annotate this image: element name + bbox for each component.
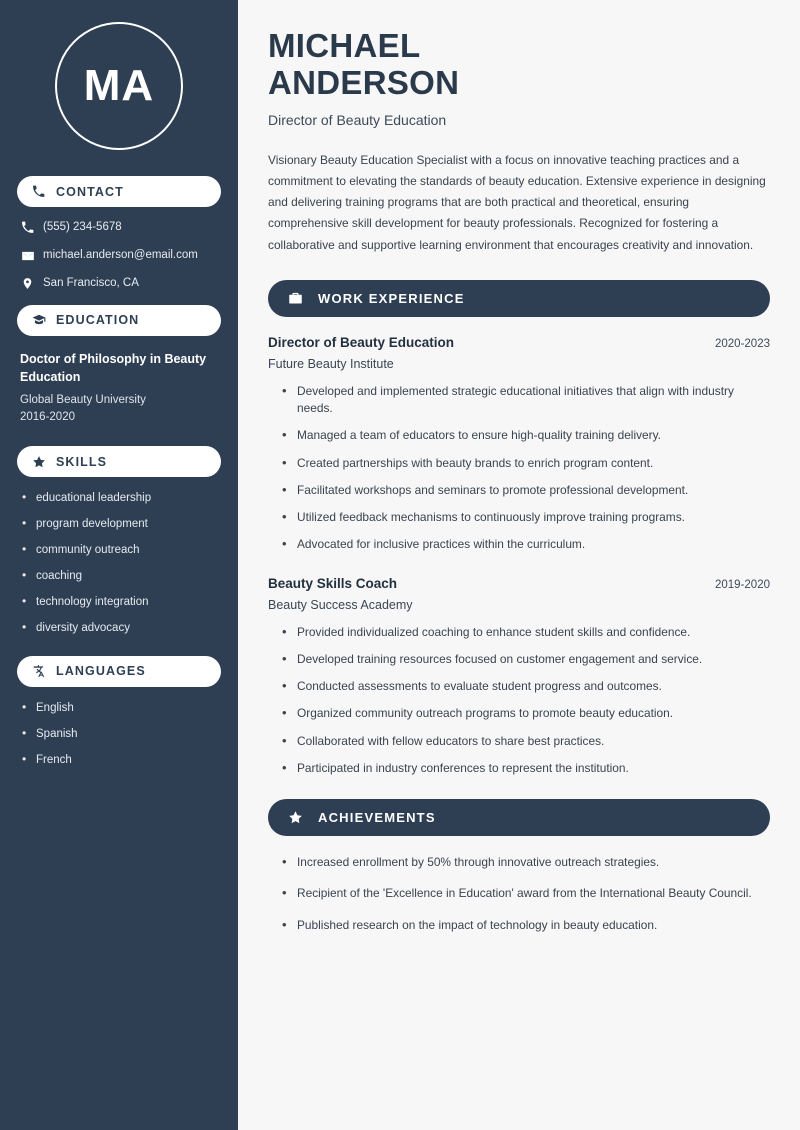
languages-list [18,701,220,768]
languages-section-header [17,656,221,687]
contact-email[interactable] [18,249,220,263]
list-item: • Developed training resources focused on customer engagement and service. [282,651,770,668]
education-degree: Doctor of Philosophy in Beauty Education [20,351,207,384]
first-name: MICHAEL [268,27,421,64]
list-item: • coaching [22,569,220,584]
profile-summary: Visionary Beauty Education Specialist with a focus on innovative teaching practices and a commitment to elevating the standards of beauty education. Extensive experience in designing and delivering training programs that are both practical and theoretical, ensuring comprehensive skill development for beauty professionals. Recognized for fostering a collaborative and supportive learning environment that encourages creativity and innovation. [268,152,766,252]
list-item: • Provided individualized coaching to enhance student skills and confidence. [282,624,770,641]
envelope-icon [21,249,43,263]
education-section-header [17,305,221,336]
main-content [238,0,800,1130]
languages-heading-label: LANGUAGES [56,664,146,679]
list-item: • Spanish [22,727,220,742]
professional-title: Director of Beauty Education [268,111,447,128]
sidebar [0,0,238,1130]
job-company: Future Beauty Institute [268,356,394,371]
last-name: ANDERSON [268,63,460,101]
job-entry [268,576,770,778]
list-item: • community outreach [22,543,220,558]
work-experience-heading-label: WORK EXPERIENCE [318,290,465,306]
job-header [268,576,770,591]
education-school: Global Beauty University [20,393,146,406]
page-title [268,28,770,102]
list-item: • Participated in industry conferences to represent the institution. [282,760,770,777]
contact-list [0,221,238,291]
list-item: • Advocated for inclusive practices within the curriculum. [282,536,770,553]
contact-email-value: michael.anderson@email.com [43,248,198,261]
languages-block [0,701,238,768]
achievements-heading-label: ACHIEVEMENTS [318,810,436,826]
list-item: • French [22,753,220,768]
phone-icon [32,185,50,198]
job-company: Beauty Success Academy [268,597,413,612]
list-item: • educational leadership [22,491,220,506]
job-title: Director of Beauty Education [268,334,455,350]
job-header [268,335,770,350]
contact-phone[interactable] [18,221,220,235]
skills-list [18,491,220,636]
list-item: • program development [22,517,220,532]
phone-icon [21,221,43,234]
skills-block [0,491,238,636]
star-icon [288,810,310,825]
skills-section-header [17,446,221,477]
avatar-wrapper [0,0,238,176]
work-experience-section-header [268,280,770,317]
achievements-section-header [268,799,770,836]
achievements-list [268,854,770,934]
list-item: • Recipient of the 'Excellence in Education' award from the International Beauty Council. [282,885,770,902]
contact-phone-value: (555) 234-5678 [43,221,122,233]
contact-section-header [17,176,221,207]
list-item: • Organized community outreach programs to promote beauty education. [282,705,770,722]
contact-heading-label: CONTACT [56,184,124,199]
education-heading-label: EDUCATION [56,313,140,328]
list-item: • Increased enrollment by 50% through innovative outreach strategies. [282,854,770,871]
job-dates: 2019-2020 [715,578,770,591]
job-bullets [268,624,770,778]
list-item: • Published research on the impact of technology in beauty education. [282,917,770,934]
list-item: • technology integration [22,595,220,610]
list-item: • Conducted assessments to evaluate student progress and outcomes. [282,678,770,695]
map-pin-icon [21,277,43,290]
contact-location-value: San Francisco, CA [43,276,139,289]
list-item: • Created partnerships with beauty brands to enrich program content. [282,455,770,472]
list-item: • English [22,701,220,716]
skills-heading-label: SKILLS [56,454,108,469]
list-item: • Facilitated workshops and seminars to promote professional development. [282,482,770,499]
list-item: • Collaborated with fellow educators to share best practices. [282,733,770,750]
education-dates: 2016-2020 [20,411,75,424]
star-icon [32,455,50,469]
translate-icon [32,664,50,678]
list-item: • Utilized feedback mechanisms to continuously improve training programs. [282,509,770,526]
job-dates: 2020-2023 [715,337,770,350]
list-item: • diversity advocacy [22,621,220,636]
job-entry [268,335,770,554]
list-item: • Developed and implemented strategic educational initiatives that align with industry needs. [282,383,770,418]
graduation-cap-icon [32,313,50,327]
avatar: MA [55,22,183,150]
education-block [0,350,238,427]
contact-location[interactable] [18,277,220,291]
spacer [0,647,238,656]
job-bullets [268,383,770,554]
briefcase-icon [288,291,310,306]
list-item: • Managed a team of educators to ensure high-quality training delivery. [282,427,770,444]
job-title: Beauty Skills Coach [268,575,398,591]
